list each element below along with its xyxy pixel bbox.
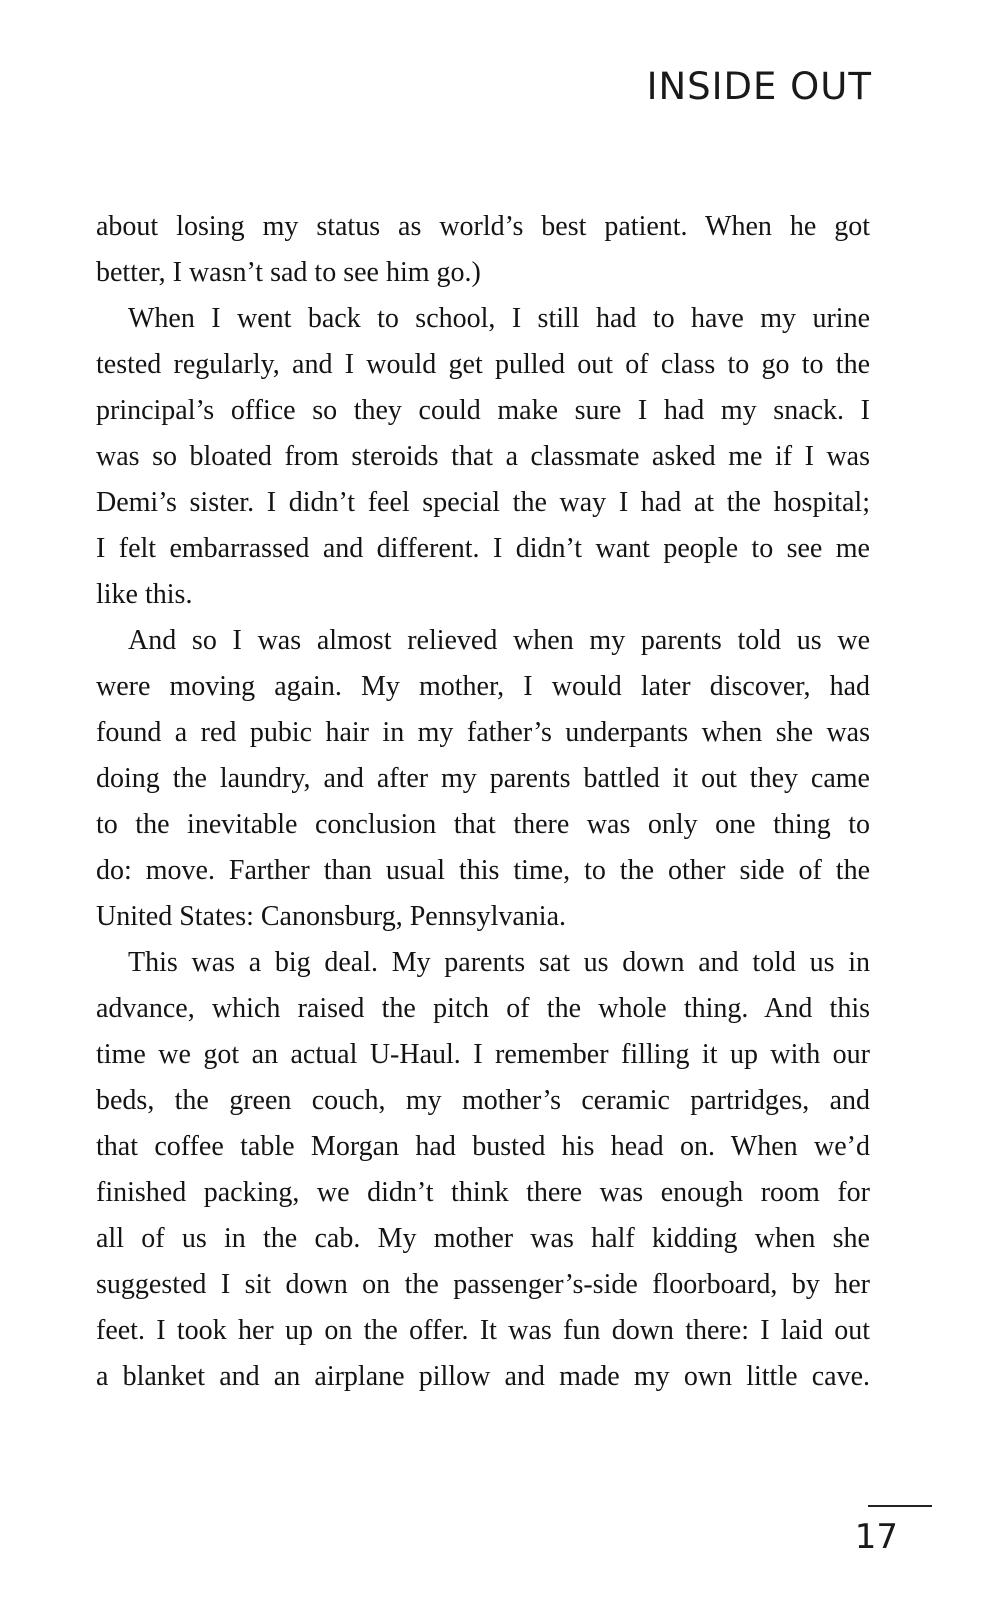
text-line: found a red pubic hair in my father’s underpants when she was [96,717,870,748]
page-number: 17 [854,1517,898,1557]
text-line: tested regularly, and I would get pulled out of class to go to the [96,349,870,380]
text-line: doing the laundry, and after my parents battled it out they came [96,763,870,794]
text-line: suggested I sit down on the passenger’s-side floorboard, by her [96,1269,870,1300]
text-line: finished packing, we didn’t think there was enough room for [96,1177,870,1208]
text-line: were moving again. My mother, I would later discover, had [96,671,870,702]
running-head-title: INSIDE OUT [646,65,872,108]
text-line: Demi’s sister. I didn’t feel special the way I had at the hospital; [96,487,870,518]
text-line: I felt embarrassed and different. I didn’t want people to see me [96,533,870,564]
body-text [96,204,870,1400]
text-line: a blanket and an airplane pillow and made my own little cave. [96,1361,870,1392]
text-line: to the inevitable conclusion that there was only one thing to [96,809,870,840]
text-line: feet. I took her up on the offer. It was fun down there: I laid out [96,1315,870,1346]
text-line: do: move. Farther than usual this time, to the other side of the [96,855,870,886]
text-line: that coffee table Morgan had busted his head on. When we’d [96,1131,870,1162]
text-line: time we got an actual U-Haul. I remember filling it up with our [96,1039,870,1070]
folio-rule [868,1505,932,1507]
text-line: about losing my status as world’s best patient. When he got [96,211,870,242]
text-line: advance, which raised the pitch of the whole thing. And this [96,993,870,1024]
text-line: United States: Canonsburg, Pennsylvania. [96,901,566,932]
text-line: beds, the green couch, my mother’s ceramic partridges, and [96,1085,870,1116]
text-line: was so bloated from steroids that a classmate asked me if I was [96,441,870,472]
text-line: When I went back to school, I still had to have my urine [128,303,870,334]
text-line: better, I wasn’t sad to see him go.) [96,257,481,288]
text-line: principal’s office so they could make sure I had my snack. I [96,395,870,426]
text-line: And so I was almost relieved when my parents told us we [128,625,870,656]
text-line: like this. [96,579,193,610]
text-line: This was a big deal. My parents sat us down and told us in [128,947,870,978]
text-line: all of us in the cab. My mother was half kidding when she [96,1223,870,1254]
